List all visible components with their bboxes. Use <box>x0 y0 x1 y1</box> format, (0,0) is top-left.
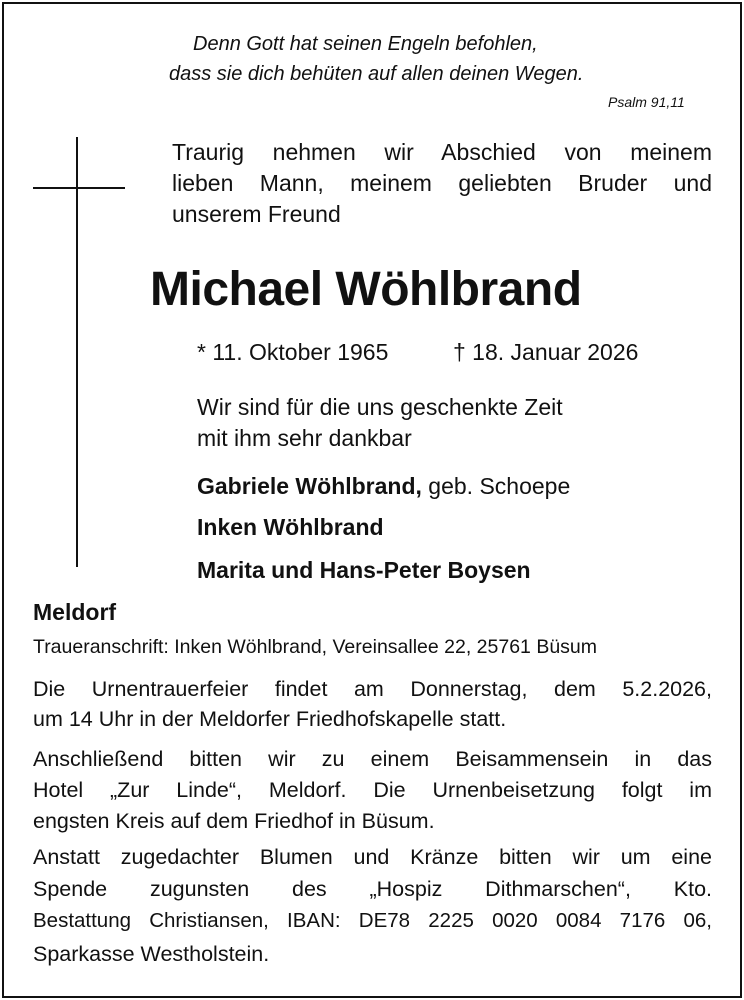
mourner-inken: Inken Wöhlbrand <box>197 514 384 540</box>
quote-source: Psalm 91,11 <box>608 94 685 110</box>
thanks-line-1: Wir sind für die uns geschenkte Zeit <box>197 394 563 420</box>
mourner-gabriele <box>197 475 570 498</box>
death-date: † 18. Januar 2026 <box>453 339 639 365</box>
gathering-line-3: engsten Kreis auf dem Friedhof in Büsum. <box>33 809 435 833</box>
mourner-name: Gabriele Wöhlbrand, <box>197 473 422 499</box>
quote-line-2: dass sie dich behüten auf allen deinen Wegen. <box>169 63 584 85</box>
cross-icon-bar <box>33 187 125 189</box>
thanks-line-2: mit ihm sehr dankbar <box>197 425 412 451</box>
birth-date: * 11. Oktober 1965 <box>197 339 389 365</box>
quote-line-1: Denn Gott hat seinen Engeln befohlen, <box>193 33 538 55</box>
mourner-marita-hans-peter: Marita und Hans-Peter Boysen <box>197 557 531 583</box>
intro-line-2: lieben Mann, meinem geliebten Bruder und <box>172 170 712 196</box>
maiden-name: geb. Schoepe <box>421 473 571 499</box>
cross-icon <box>76 137 78 567</box>
donation-line-3: Bestattung Christiansen, IBAN: DE78 2225 0020 0084 7176 06, <box>33 909 712 932</box>
ceremony-line-1: Die Urnentrauerfeier findet am Donnerstag, dem 5.2.2026, <box>33 677 712 701</box>
ceremony-line-2: um 14 Uhr in der Meldorfer Friedhofskapelle statt. <box>33 707 507 731</box>
deceased-name: Michael Wöhlbrand <box>150 263 582 316</box>
gathering-line-2: Hotel „Zur Linde“, Meldorf. Die Urnenbeisetzung folgt im <box>33 778 712 802</box>
address: Traueranschrift: Inken Wöhlbrand, Vereinsallee 22, 25761 Büsum <box>33 636 598 658</box>
donation-line-4: Sparkasse Westholstein. <box>33 942 270 966</box>
intro-line-3: unserem Freund <box>172 201 341 227</box>
donation-line-2: Spende zugunsten des „Hospiz Dithmarschen“, Kto. <box>33 877 712 901</box>
gathering-line-1: Anschließend bitten wir zu einem Beisammensein in das <box>33 747 712 771</box>
place: Meldorf <box>33 599 117 625</box>
intro-line-1: Traurig nehmen wir Abschied von meinem <box>172 139 712 165</box>
donation-line-1: Anstatt zugedachter Blumen und Kränze bitten wir um eine <box>33 845 712 869</box>
